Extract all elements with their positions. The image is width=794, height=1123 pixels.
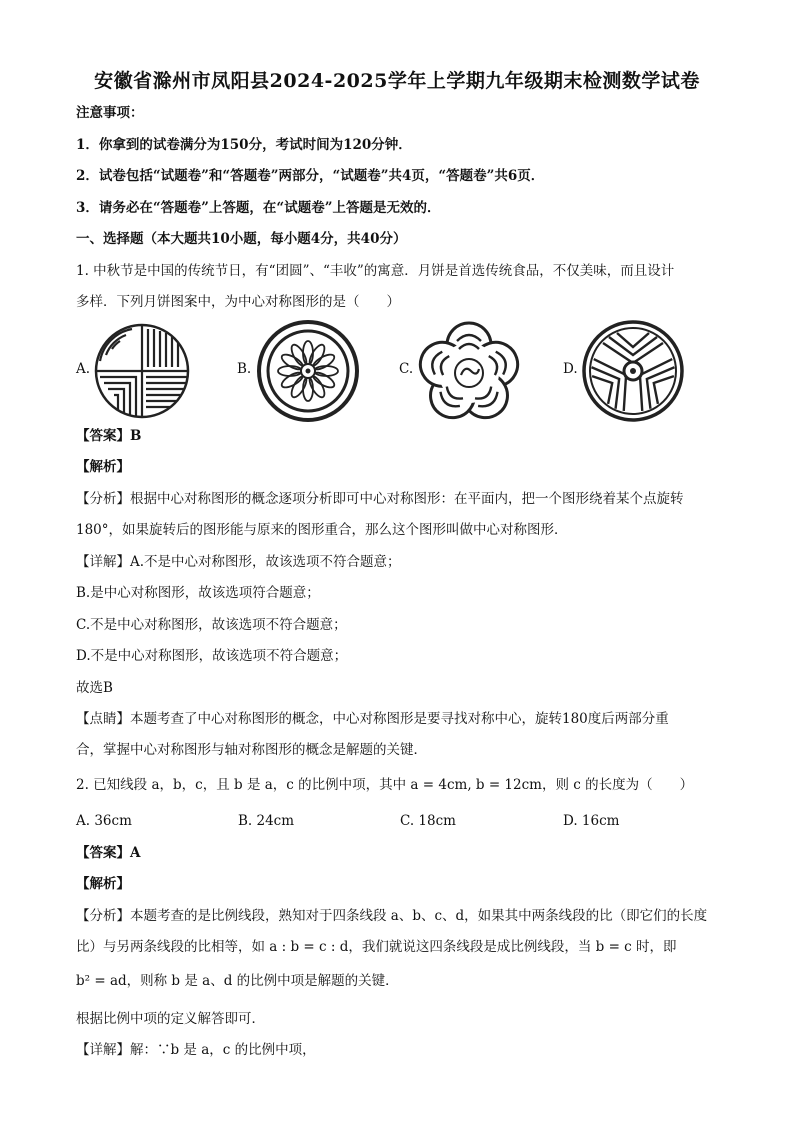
notice-heading: 注意事项： [76, 105, 144, 121]
q1-comment-line1: 【点睛】本题考查了中心对称图形的概念，中心对称图形是要寻找对称中心，旋转180度后两部分重 [76, 711, 669, 727]
q2-answer: 【答案】A [76, 845, 141, 861]
q1-comment-line2: 合，掌握中心对称图形与轴对称图形的概念是解题的关键． [76, 742, 427, 758]
q1-analysis-line1: 【分析】根据中心对称图形的概念逐项分析即可中心对称图形：在平面内，把一个图形绕着某个点旋转 [76, 491, 684, 507]
q1-stem-line1: 1. 中秋节是中国的传统节日，有“团圆”、“丰收”的寓意．月饼是首选传统食品，不仅美味，而且设计 [76, 263, 675, 279]
q1-answer: 【答案】B [76, 428, 142, 444]
page-title: 安徽省滁州市凤阳县2024-2025学年上学期九年级期末检测数学试卷 [94, 70, 700, 92]
mooncake-d-figure [581, 319, 685, 423]
notice-item-2: 2．试卷包括“试题卷”和“答题卷”两部分，“试题卷”共4页，“答题卷”共6页． [76, 168, 545, 184]
q1-detail-line1: 【详解】A.不是中心对称图形，故该选项不符合题意； [76, 554, 401, 570]
q1-analysis-line2: 180°，如果旋转后的图形能与原来的图形重合，那么这个图形叫做中心对称图形． [76, 522, 568, 538]
q2-analysis-heading: 【解析】 [76, 876, 130, 892]
notice-item-3: 3．请务必在“答题卷”上答题，在“试题卷”上答题是无效的． [76, 200, 441, 216]
mooncake-c-figure [417, 319, 521, 423]
q2-analysis-line1: 【分析】本题考查的是比例线段，熟知对于四条线段 a、b、c、d，如果其中两条线段的比（即它们的长度 [76, 908, 708, 924]
q2-option-d: D. 16cm [563, 813, 620, 829]
mooncake-b-figure [256, 319, 360, 423]
option-label-b: B. [237, 361, 252, 377]
q2-option-c: C. 18cm [400, 813, 456, 829]
notice-item-1: 1．你拿到的试卷满分为150分，考试时间为120分钟． [76, 137, 412, 153]
q2-stem: 2. 已知线段 a，b，c，且 b 是 a，c 的比例中项，其中 a = 4cm, b = 12cm，则 c 的长度为（ ） [76, 777, 694, 793]
q2-analysis-line2: 比）与另两条线段的比相等，如 a : b = c : d，我们就说这四条线段是成比例线段，当 b = c 时，即 [76, 939, 677, 955]
q2-detail-line1: 【详解】解：∵b 是 a，c 的比例中项， [76, 1042, 316, 1058]
q2-method: 根据比例中项的定义解答即可． [76, 1011, 265, 1027]
q2-analysis-line3: b² = ad，则称 b 是 a、d 的比例中项是解题的关键． [76, 973, 399, 989]
option-label-a: A. [76, 361, 91, 377]
q1-analysis-heading: 【解析】 [76, 459, 130, 475]
q2-option-b: B. 24cm [238, 813, 295, 829]
section-heading: 一、选择题（本大题共10小题，每小题4分，共40分） [76, 231, 407, 247]
option-label-c: C. [399, 361, 414, 377]
q1-choose: 故选B [76, 680, 113, 696]
q1-detail-line4: D.不是中心对称图形，故该选项不符合题意； [76, 648, 348, 664]
mooncake-a-figure [92, 321, 192, 421]
option-label-d: D. [563, 361, 578, 377]
q2-option-a: A. 36cm [76, 813, 132, 829]
q1-stem-line2: 多样．下列月饼图案中，为中心对称图形的是（ ） [76, 294, 400, 310]
q1-detail-line3: C.不是中心对称图形，故该选项不符合题意； [76, 617, 347, 633]
q1-detail-line2: B.是中心对称图形，故该选项符合题意； [76, 585, 320, 601]
